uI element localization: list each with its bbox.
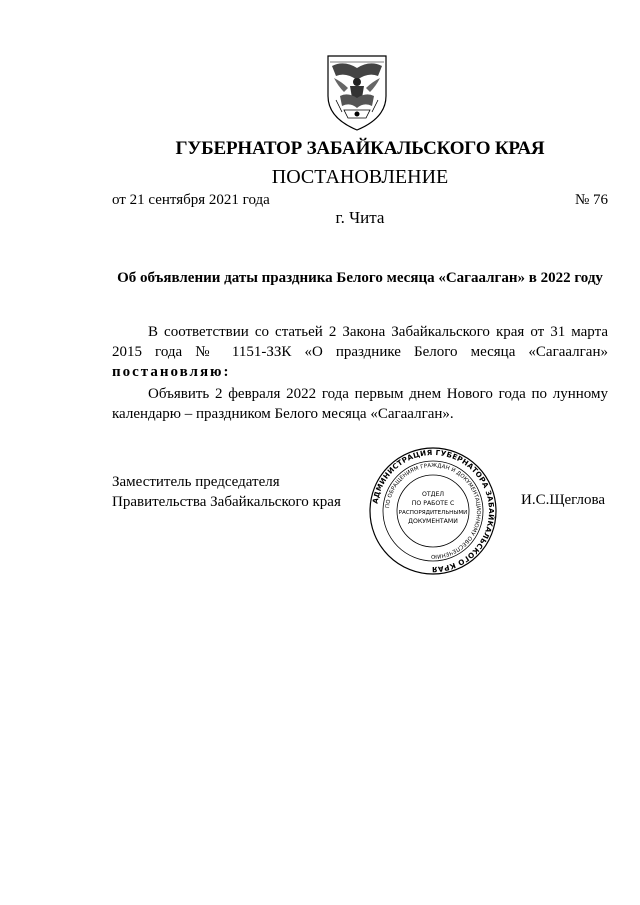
body-paragraph-2	[112, 384, 608, 424]
authority-title: ГУБЕРНАТОР ЗАБАЙКАЛЬСКОГО КРАЯ	[175, 138, 545, 159]
coat-of-arms-emblem	[322, 52, 392, 132]
date-number-line	[112, 192, 608, 209]
signer-name: И.С.Щеглова	[521, 492, 606, 508]
body-paragraph-1	[112, 322, 608, 382]
position-line-2: Правительства Забайкальского края	[112, 494, 341, 510]
position-line-1: Заместитель председателя	[112, 474, 280, 490]
stamp-ring-text: ПО ОБРАЩЕНИЯМ ГРАЖДАН И ДОКУМЕНТАЦИОННОМУ ОБЕСПЕЧЕНИЮ	[385, 462, 482, 560]
document-type: ПОСТАНОВЛЕНИЕ	[271, 166, 449, 188]
paragraph-line	[112, 322, 608, 342]
stamp-center-line-2: ПО РАБОТЕ С	[411, 500, 455, 507]
decree-word: постановляю:	[112, 364, 231, 380]
signer-position	[112, 472, 342, 512]
paragraph-text: В соответствии со статьей 2 Закона Забайкальского края от 31 марта	[148, 324, 608, 340]
stamp-center-line-3: РАСПОРЯДИТЕЛЬНЫМИ	[398, 510, 468, 516]
paragraph-line	[112, 384, 608, 404]
stamp-center-line-4: ДОКУМЕНТАМИ	[408, 518, 458, 525]
paragraph-text: Объявить 2 февраля 2022 года первым днем Нового года по лунному	[148, 386, 608, 402]
official-stamp	[368, 446, 498, 576]
paragraph-line: 2015 года № 1151-ЗЗК «О празднике Белого месяца «Сагаалган»	[112, 344, 608, 360]
document-city: г. Чита	[335, 208, 385, 227]
document-date: от 21 сентября 2021 года	[112, 192, 270, 208]
stamp-center-line-1: ОТДЕЛ	[421, 491, 445, 498]
paragraph-line: календарю – праздником Белого месяца «Сагаалган».	[112, 406, 454, 422]
stamp-outer-text: АДМИНИСТРАЦИЯ ГУБЕРНАТОРА ЗАБАЙКАЛЬСКОГО КРАЯ	[370, 447, 497, 575]
document-number: № 76	[574, 192, 608, 208]
document-subject: Об объявлении даты праздника Белого месяца «Сагаалган» в 2022 году	[117, 270, 603, 286]
